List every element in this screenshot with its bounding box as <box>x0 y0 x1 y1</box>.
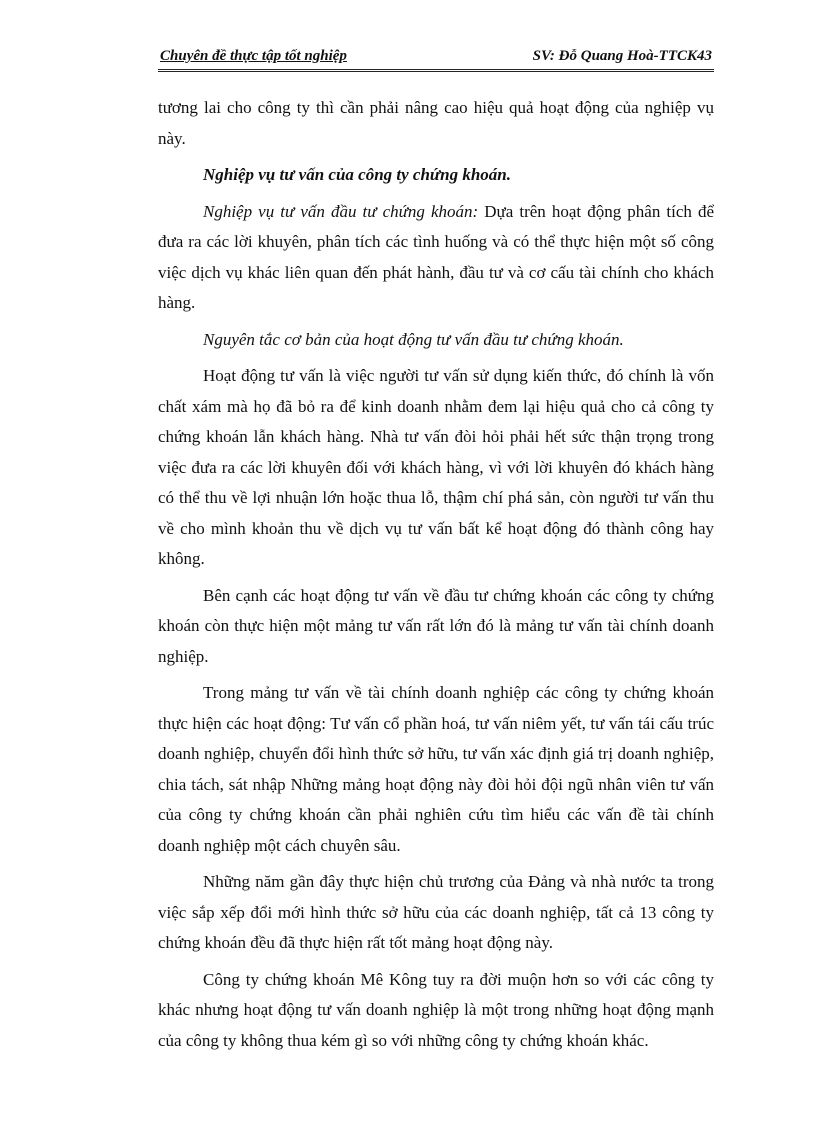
definition-investment-consulting: Dựa trên hoạt động phân tích để đưa ra các lời khuyên, phân tích các tình huống và có thể thực hiện một số công việc dịch vụ khác liên quan đến phát hành, đầu tư và cơ cấu tài chính cho khách hàng. <box>158 201 714 312</box>
term-investment-consulting: Nghiệp vụ tư vấn đầu tư chứng khoán: <box>203 201 479 221</box>
subheading-principles: Nguyên tắc cơ bản của hoạt động tư vấn đầu tư chứng khoán. <box>203 329 624 349</box>
paragraph-recent-years: Những năm gần đây thực hiện chủ trương của Đảng và nhà nước ta trong việc sắp xếp đổi mới hình thức sở hữu của các doanh nghiệp, tất cả 13 công ty chứng khoán đều đã thực hiện rất tốt mảng hoạt động này. <box>158 872 714 952</box>
header-author: SV: Đỗ Quang Hoà-TTCK43 <box>532 48 712 64</box>
paragraph-continuation: tương lai cho công ty thì cần phải nâng cao hiệu quả hoạt động của nghiệp vụ này. <box>158 98 714 148</box>
document-body <box>158 93 714 1056</box>
paragraph-corporate-activities: Trong mảng tư vấn về tài chính doanh nghiệp các công ty chứng khoán thực hiện các hoạt động: Tư vấn cổ phần hoá, tư vấn niêm yết, tư vấn tái cấu trúc doanh nghiệp, chuyển đổi hình thức sở hữu, tư vấn xác định giá trị doanh nghiệp, chia tách, sát nhập Những mảng hoạt động này đòi hỏi đội ngũ nhân viên tư vấn của công ty chứng khoán cần phải nghiên cứu tìm hiểu các vấn đề tài chính doanh nghiệp một cách chuyên sâu. <box>158 683 714 855</box>
page-header <box>158 42 714 72</box>
section-heading-consulting: Nghiệp vụ tư vấn của công ty chứng khoán. <box>203 165 511 184</box>
paragraph-investment-consulting <box>158 197 714 319</box>
paragraph-corporate-finance: Bên cạnh các hoạt động tư vấn về đầu tư chứng khoán các công ty chứng khoán còn thực hiện một mảng tư vấn rất lớn đó là mảng tư vấn tài chính doanh nghiệp. <box>158 585 714 666</box>
paragraph-mekong: Công ty chứng khoán Mê Kông tuy ra đời muộn hơn so với các công ty khác nhưng hoạt động tư vấn doanh nghiệp là một trong những hoạt động mạnh của công ty không thua kém gì so với những công ty chứng khoán khác. <box>158 969 714 1050</box>
paragraph-consulting-activity: Hoạt động tư vấn là việc người tư vấn sử dụng kiến thức, đó chính là vốn chất xám mà họ đã bỏ ra để kinh doanh nhằm đem lại hiệu quả cho cả công ty chứng khoán lẫn khách hàng. Nhà tư vấn đòi hỏi phải hết sức thận trọng trong việc đưa ra các lời khuyên đối với khách hàng, vì với lời khuyên đó khách hàng có thể thu về lợi nhuận lớn hoặc thua lỗ, thậm chí phá sản, còn người tư vấn thu về cho mình khoản thu về dịch vụ tư vấn bất kể hoạt động đó thành công hay không. <box>158 366 714 568</box>
header-thesis-title: Chuyên đề thực tập tốt nghiệp <box>160 48 347 64</box>
